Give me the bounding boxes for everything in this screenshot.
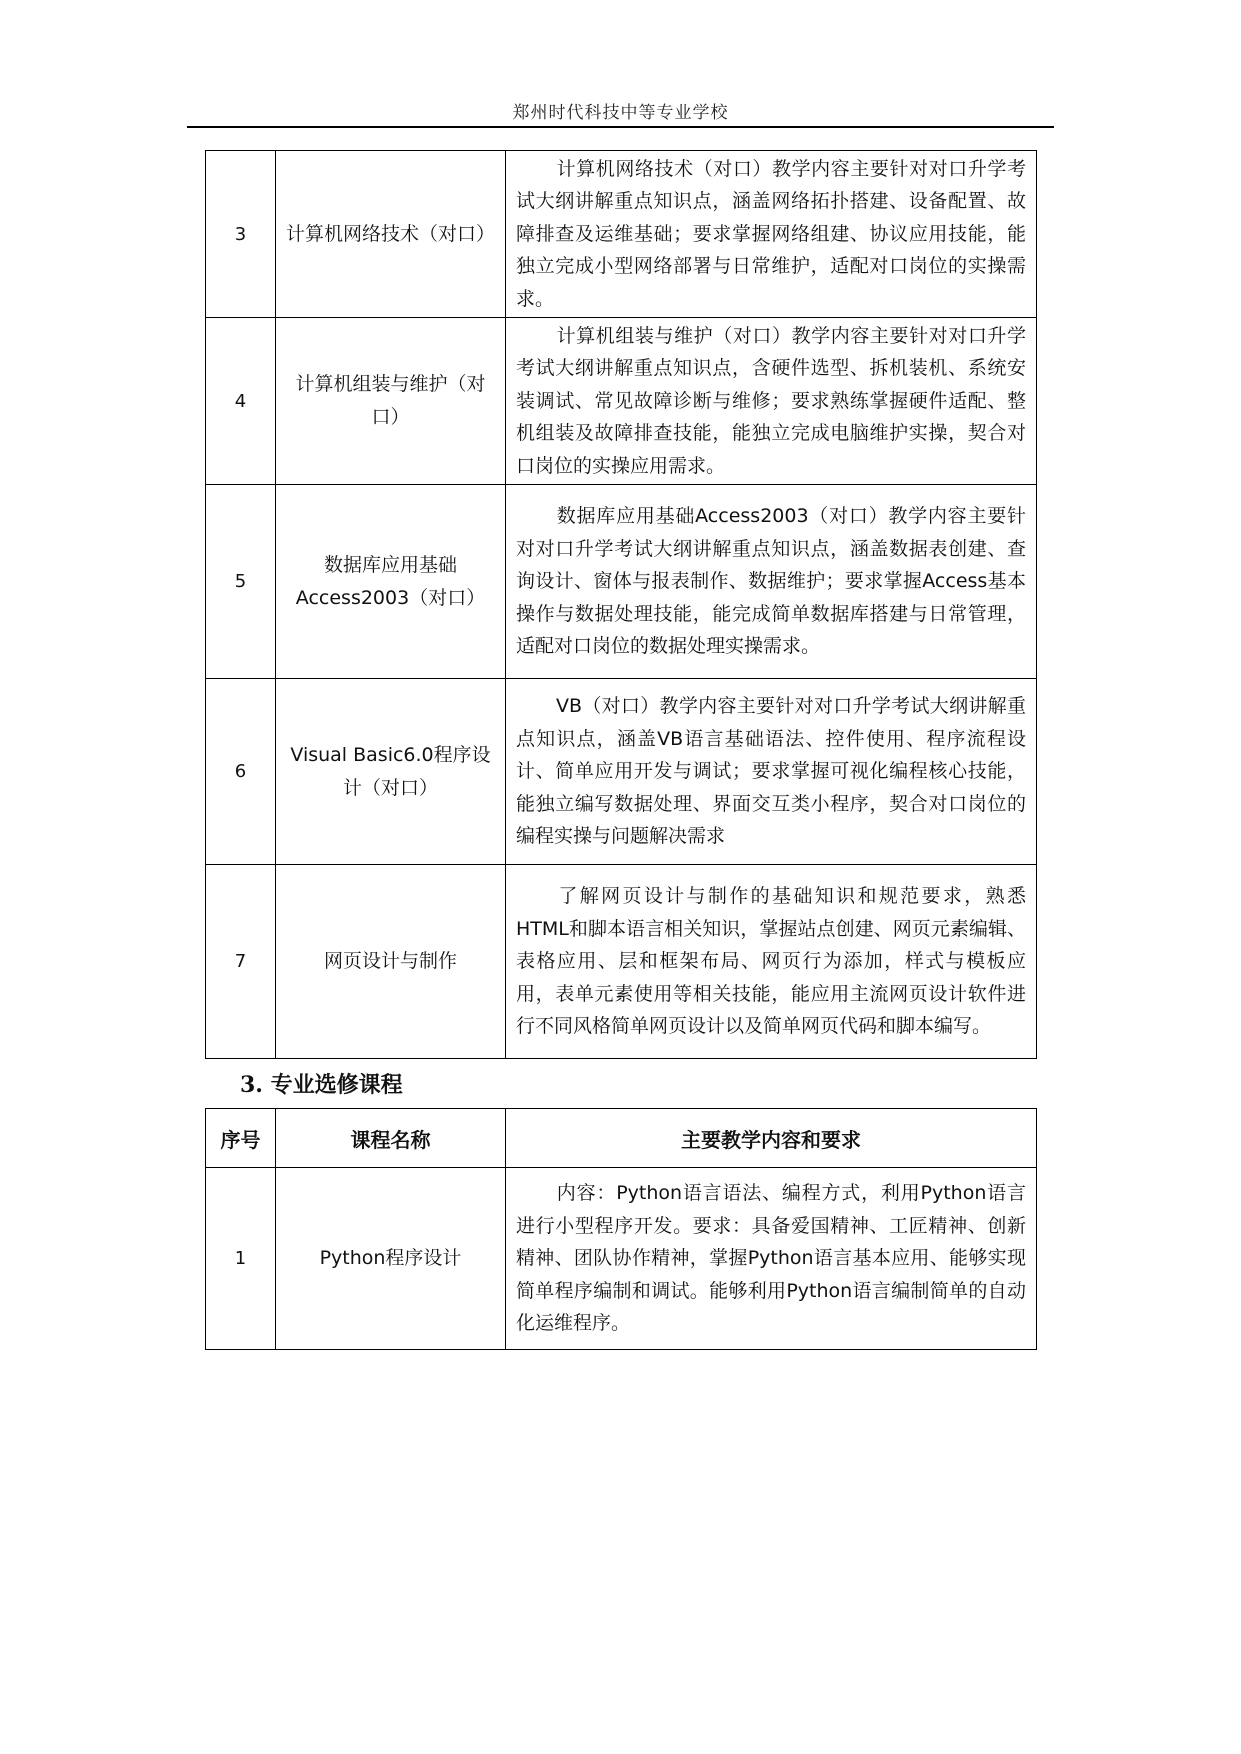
row-number: 3 xyxy=(206,151,276,318)
course-name: Visual Basic6.0程序设计（对口） xyxy=(276,679,506,865)
table-row xyxy=(206,485,1037,679)
table-row xyxy=(206,318,1037,485)
table-row xyxy=(206,1168,1037,1350)
course-name: 网页设计与制作 xyxy=(276,865,506,1059)
row-number: 5 xyxy=(206,485,276,679)
row-number: 6 xyxy=(206,679,276,865)
row-number: 1 xyxy=(206,1168,276,1350)
header-rule xyxy=(187,126,1054,128)
header-description: 主要教学内容和要求 xyxy=(506,1109,1037,1168)
course-description: 了解网页设计与制作的基础知识和规范要求，熟悉HTML和脚本语言相关知识，掌握站点创建、网页元素编辑、表格应用、层和框架布局、网页行为添加，样式与模板应用，表单元素使用等相关技能，能应用主流网页设计软件进行不同风格简单网页设计以及简单网页代码和脚本编写。 xyxy=(506,865,1037,1059)
course-name: 计算机组装与维护（对口） xyxy=(276,318,506,485)
table-row xyxy=(206,151,1037,318)
elective-course-table xyxy=(205,1108,1037,1350)
header-number: 序号 xyxy=(206,1109,276,1168)
course-description: 计算机网络技术（对口）教学内容主要针对对口升学考试大纲讲解重点知识点，涵盖网络拓扑搭建、设备配置、故障排查及运维基础；要求掌握网络组建、协议应用技能，能独立完成小型网络部署与日常维护，适配对口岗位的实操需求。 xyxy=(506,151,1037,318)
course-description: 内容：Python语言语法、编程方式，利用Python语言进行小型程序开发。要求：具备爱国精神、工匠精神、创新精神、团队协作精神，掌握Python语言基本应用、能够实现简单程序编制和调试。能够利用Python语言编制简单的自动化运维程序。 xyxy=(506,1168,1037,1350)
header-course-name: 课程名称 xyxy=(276,1109,506,1168)
table-row xyxy=(206,865,1037,1059)
table-row xyxy=(206,679,1037,865)
course-description: 数据库应用基础Access2003（对口）教学内容主要针对对口升学考试大纲讲解重点知识点，涵盖数据表创建、查询设计、窗体与报表制作、数据维护；要求掌握Access基本操作与数据处理技能，能完成简单数据库搭建与日常管理，适配对口岗位的数据处理实操需求。 xyxy=(506,485,1037,679)
row-number: 7 xyxy=(206,865,276,1059)
table-header-row xyxy=(206,1109,1037,1168)
page-header: 郑州时代科技中等专业学校 xyxy=(512,103,729,123)
course-name: Python程序设计 xyxy=(276,1168,506,1350)
section-title: 3. 专业选修课程 xyxy=(240,1072,403,1098)
course-name: 计算机网络技术（对口） xyxy=(276,151,506,318)
course-description: 计算机组装与维护（对口）教学内容主要针对对口升学考试大纲讲解重点知识点，含硬件选型、拆机装机、系统安装调试、常见故障诊断与维修；要求熟练掌握硬件适配、整机组装及故障排查技能，能独立完成电脑维护实操，契合对口岗位的实操应用需求。 xyxy=(506,318,1037,485)
core-course-table xyxy=(205,150,1037,1059)
row-number: 4 xyxy=(206,318,276,485)
course-name: 数据库应用基础Access2003（对口） xyxy=(276,485,506,679)
course-description: VB（对口）教学内容主要针对对口升学考试大纲讲解重点知识点，涵盖VB语言基础语法、控件使用、程序流程设计、简单应用开发与调试；要求掌握可视化编程核心技能，能独立编写数据处理、界面交互类小程序，契合对口岗位的编程实操与问题解决需求 xyxy=(506,679,1037,865)
